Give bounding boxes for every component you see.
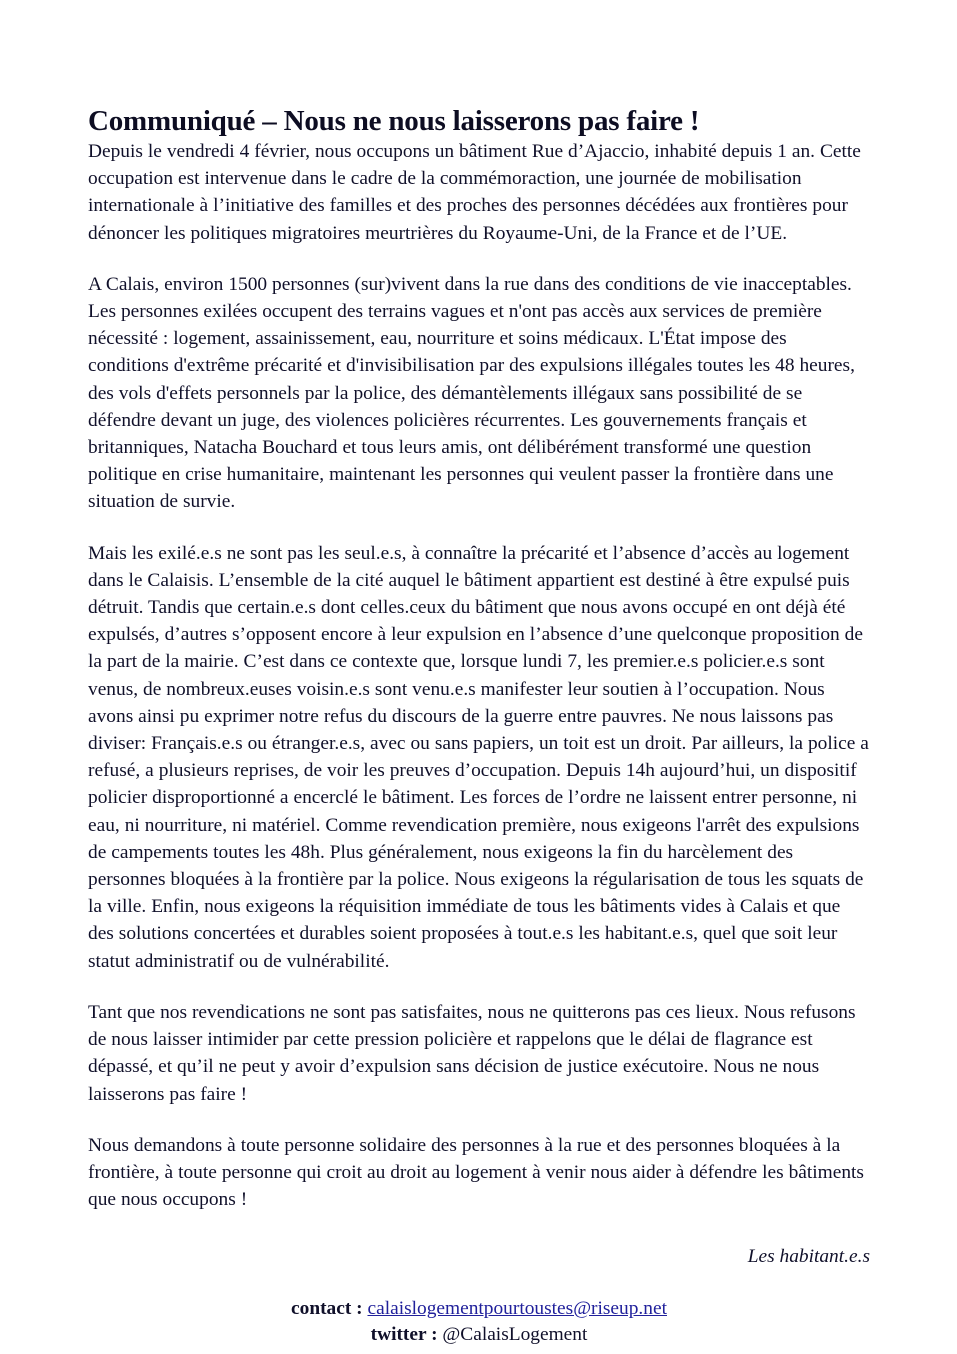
contact-email-link[interactable]: calaislogementpourtoustes@riseup.net: [367, 1298, 667, 1320]
paragraph-4: Tant que nos revendications ne sont pas satisfaites, nous ne quitterons pas ces lieux. Nous refusons de nous laisser intimider par cette pression policière et rappelons que le délai de flagrance est dépassé, et qu’il ne peut y avoir d’expulsion sans décision de justice exécutoire. Nous ne nous laisserons pas faire !: [88, 1001, 856, 1105]
paragraph-1: Depuis le vendredi 4 février, nous occupons un bâtiment Rue d’Ajaccio, inhabité depuis 1 an. Cette occupation est intervenue dans le cadre de la commémoraction, une journée de mobilisation internationale à l’initiative des familles et des proches des personnes décédées aux frontières pour dénoncer les politiques migratoires meurtrières du Royaume-Uni, de la France et de l’UE.: [88, 141, 861, 244]
contact-block: [88, 1270, 870, 1348]
document-content: [88, 0, 870, 1348]
page-title: Communiqué – Nous ne nous laisserons pas faire !: [88, 105, 700, 137]
paragraph-5: Nous demandons à toute personne solidaire des personnes à la rue et des personnes bloquées à la frontière, à toute personne qui croit au droit au logement à venir nous aider à défendre les bâtiments que nous occupons !: [88, 1134, 864, 1211]
contact-email-line: [88, 1296, 870, 1322]
twitter-label: twitter :: [370, 1324, 438, 1346]
twitter-handle: @CalaisLogement: [442, 1324, 588, 1346]
contact-twitter-line: [88, 1322, 870, 1348]
paragraph-2: A Calais, environ 1500 personnes (sur)vivent dans la rue dans des conditions de vie inacceptables. Les personnes exilées occupent des terrains vagues et n'ont pas accès aux services de première nécessité : logement, assainissement, eau, nourriture et soins médicaux. L'État impose des conditions d'extrême précarité et d'invisibilisation par des expulsions illégales toutes les 48 heures, des vols d'effets personnels par la police, des démantèlements illégaux sans possibilité de se défendre devant un juge, des violences policières récurrentes. Les gouvernements français et britanniques, Natacha Bouchard et tous leurs amis, ont délibérément transformé une question politique en crise humanitaire, maintenant les personnes qui veulent passer la frontière dans une situation de survie.: [88, 273, 855, 513]
signature: Les habitant.e.s: [747, 1246, 870, 1268]
contact-label: contact :: [291, 1298, 363, 1320]
paragraph-3: Mais les exilé.e.s ne sont pas les seul.e.s, à connaître la précarité et l’absence d’accès au logement dans le Calaisis. L’ensemble de la cité auquel le bâtiment appartient est destiné à être expulsé puis détruit. Tandis que certain.e.s dont celles.ceux du bâtiment que nous avons occupé en ont déjà été expulsés, d’autres s’opposent encore à leur expulsion en l’absence d’une quelconque proposition de la part de la mairie. C’est dans ce contexte que, lorsque lundi 7, les premier.e.s policier.e.s sont venus, de nombreux.euses voisin.e.s sont venu.e.s manifester leur soutien à l’occupation. Nous avons ainsi pu exprimer notre refus du discours de la guerre entre pauvres. Ne nous laissons pas diviser: Français.e.s ou étranger.e.s, avec ou sans papiers, un toit est un droit. Par ailleurs, la police a refusé, a plusieurs reprises, de voir les preuves d’occupation. Depuis 14h aujourd’hui, un dispositif policier disproportionné a encerclé le bâtiment. Les forces de l’ordre ne laissent entrer personne, ni eau, ni nourriture, ni matériel. Comme revendication première, nous exigeons l'arrêt des expulsions de campements toutes les 48h. Plus généralement, nous exigeons la fin du harcèlement des personnes bloquées à la frontière par la police. Nous exigeons la régularisation de tous les squats de la ville. Enfin, nous exigeons la réquisition immédiate de tous les bâtiments vides à Calais et que des solutions concertées et durables soient proposées à tout.e.s les habitant.e.s, quel que soit leur statut administratif ou de vulnérabilité.: [88, 542, 869, 972]
